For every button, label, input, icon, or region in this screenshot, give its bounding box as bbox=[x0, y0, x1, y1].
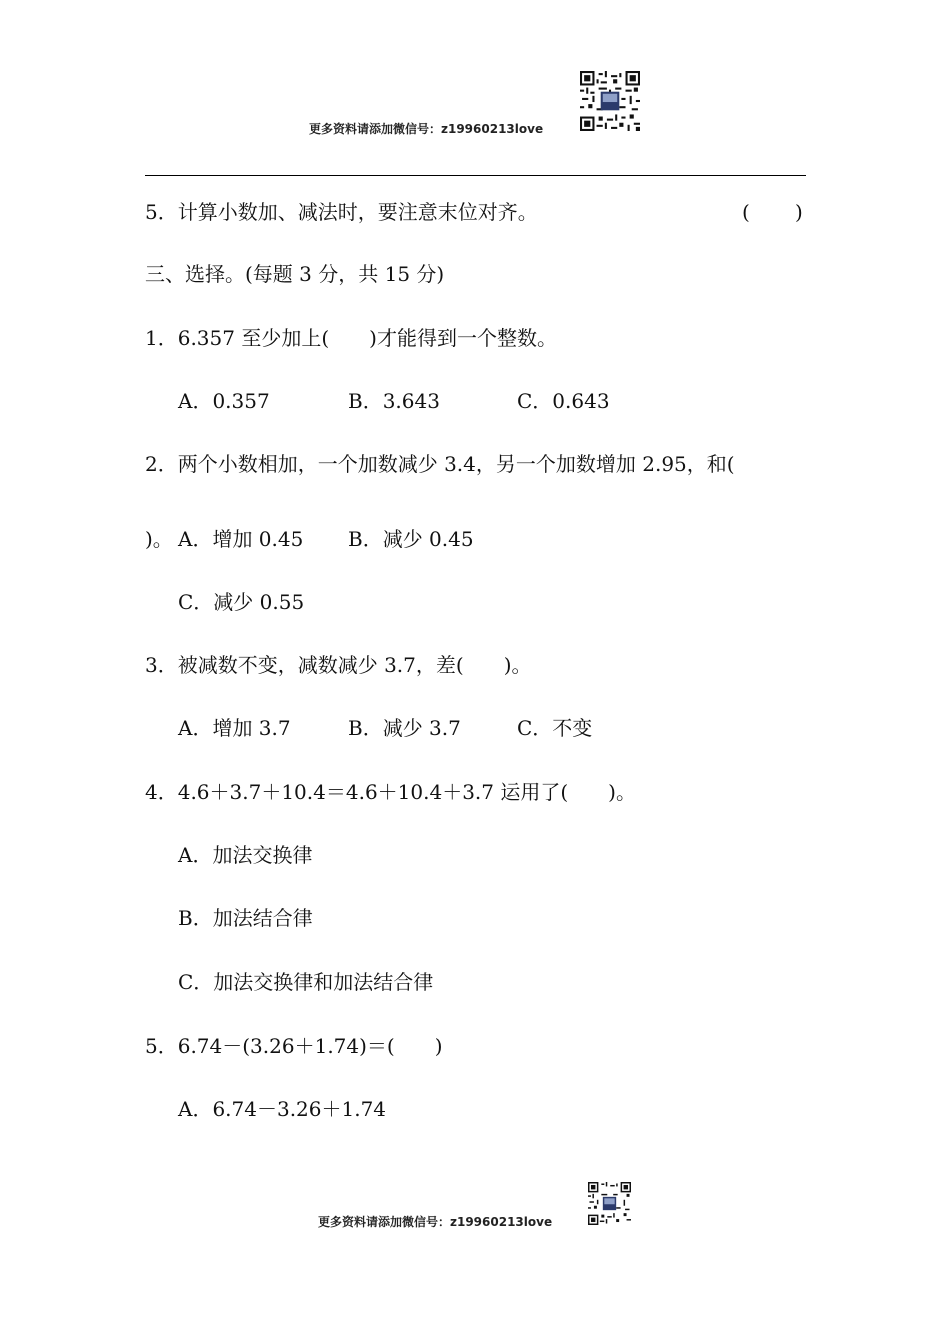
question-2-option-b: B．减少 0.45 bbox=[348, 527, 474, 551]
question-3-option-c: C．不变 bbox=[517, 716, 593, 740]
header-divider bbox=[145, 175, 806, 176]
footer-note: 更多资料请添加微信号：z19960213love bbox=[318, 1215, 553, 1229]
question-4-stem: 4．4.6＋3.7＋10.4＝4.6＋10.4＋3.7 运用了( )。 bbox=[145, 780, 636, 804]
question-1-stem: 1．6.357 至少加上( )才能得到一个整数。 bbox=[145, 326, 557, 350]
section-title: 三、选择。(每题 3 分，共 15 分) bbox=[145, 262, 445, 286]
answer-paren-right: ) bbox=[795, 200, 803, 224]
question-2-stem-continued: )。 bbox=[145, 527, 173, 551]
question-4-option-c: C．加法交换律和加法结合律 bbox=[178, 970, 434, 994]
question-3-option-b: B．减少 3.7 bbox=[348, 716, 461, 740]
question-2-stem: 2．两个小数相加，一个加数减少 3.4，另一个加数增加 2.95，和( bbox=[145, 452, 735, 476]
question-1-option-c: C．0.643 bbox=[517, 389, 610, 413]
question-1-option-a: A．0.357 bbox=[178, 389, 270, 413]
question-2-option-a: A．增加 0.45 bbox=[178, 527, 304, 551]
question-3-stem: 3．被减数不变，减数减少 3.7，差( )。 bbox=[145, 653, 532, 677]
footer-qr-code-icon bbox=[588, 1182, 631, 1225]
question-2-option-c: C．减少 0.55 bbox=[178, 590, 305, 614]
qr-code-icon bbox=[580, 71, 640, 131]
question-4-option-b: B．加法结合律 bbox=[178, 906, 313, 930]
question-3-option-a: A．增加 3.7 bbox=[178, 716, 291, 740]
question-1-option-b: B．3.643 bbox=[348, 389, 440, 413]
answer-paren-left: ( bbox=[742, 200, 750, 224]
question-4-option-a: A．加法交换律 bbox=[178, 843, 313, 867]
question-5-stem: 5．6.74－(3.26＋1.74)＝( ) bbox=[145, 1034, 443, 1058]
header-note: 更多资料请添加微信号：z19960213love bbox=[309, 122, 544, 136]
question-5-option-a: A．6.74－3.26＋1.74 bbox=[178, 1097, 387, 1121]
judge-question-5: 5．计算小数加、减法时，要注意末位对齐。 bbox=[145, 200, 538, 224]
